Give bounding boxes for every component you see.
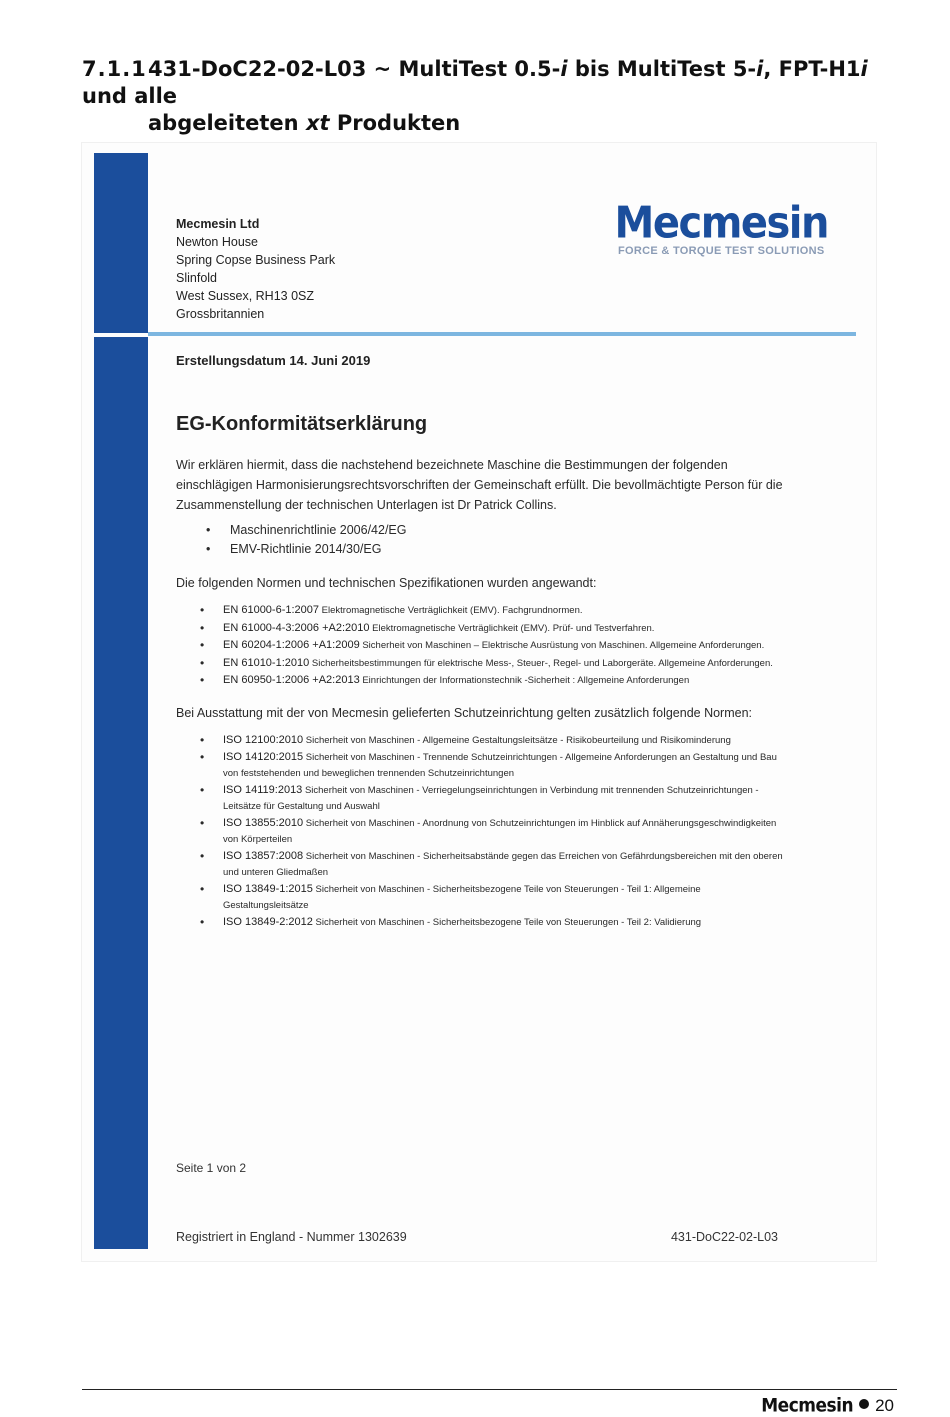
list-item [176, 733, 783, 749]
intro-paragraph: Wir erklären hiermit, dass die nachstehend bezeichnete Maschine die Bestimmungen der folgenden einschlägigen Harmonisierungsrechtsvorschriften der Gemeinschaft erfüllt. Die bevollmächtigte Person für die Zusammenstellung der technischen Unterlagen ist Dr Patrick Collins. [176, 458, 783, 512]
list-item [176, 673, 783, 689]
mecmesin-logo [614, 197, 828, 257]
company-address [176, 215, 335, 323]
address-line: Slinfold [176, 271, 217, 285]
norms-intro: Die folgenden Normen und technischen Spezifikationen wurden angewandt: [176, 576, 597, 590]
norm-code: ISO 13857:2008 [223, 850, 304, 862]
norm-text: Sicherheit von Maschinen - Trennende Schutzeinrichtungen - Allgemeine Anforderungen an Gestaltung und Bau von feststehenden und beweglichen trennenden Schutzeinrichtungen [223, 752, 777, 779]
heading-text: abgeleiteten [148, 111, 306, 135]
norm-code: EN 61000-6-1:2007 [223, 604, 320, 616]
address-line: Grossbritannien [176, 307, 265, 321]
heading-text: 431-DoC22-02-L03 ~ MultiTest 0.5- [148, 57, 561, 81]
blue-sidebar-bottom [94, 337, 148, 1249]
norm-text: Sicherheit von Maschinen - Anordnung von Schutzeinrichtungen im Hinblick auf Annäherungsgeschwindigkeiten von Körperteilen [223, 818, 777, 845]
norm-text: Elektromagnetische Verträglichkeit (EMV). Fachgrundnormen. [321, 605, 583, 616]
page-of-indicator: Seite 1 von 2 [176, 1161, 247, 1175]
norm-code: ISO 14120:2015 [223, 751, 304, 763]
list-item [176, 656, 783, 672]
norm-text: Sicherheit von Maschinen - Sicherheitsabstände gegen das Erreichen von Gefährdungsbereichen mit den oberen und unteren Gliedmaßen [223, 851, 783, 878]
norm-text: Sicherheit von Maschinen - Allgemeine Gestaltungsleitsätze - Risikobeurteilung und Risikominderung [305, 734, 731, 746]
heading-italic: i [560, 57, 568, 81]
address-line: Newton House [176, 235, 258, 249]
logo-tagline: FORCE & TORQUE TEST SOLUTIONS [618, 245, 825, 257]
guard-norms-intro: Bei Ausstattung mit der von Mecmesin gelieferten Schutzeinrichtung gelten zusätzlich folgende Normen: [176, 705, 753, 720]
address-line: West Sussex, RH13 0SZ [176, 289, 315, 303]
norm-code: EN 61000-4-3:2006 +A2:2010 [223, 621, 370, 634]
list-item [176, 750, 783, 781]
heading-text: und alle [82, 84, 178, 108]
norm-code: ISO 13849-1:2015 [223, 883, 313, 895]
guard-norms-list [176, 733, 786, 931]
header-divider [148, 332, 856, 336]
list-item [176, 783, 783, 814]
bullet-dot-icon [859, 1399, 869, 1409]
heading-text: Produkten [329, 111, 461, 135]
scanned-certificate [82, 143, 876, 1261]
document-title: EG-Konformitätserklärung [176, 413, 428, 435]
list-item [176, 915, 783, 931]
norm-text: Einrichtungen der Informationstechnik -Sicherheit : Allgemeine Anforderungen [362, 675, 690, 686]
list-item: • Maschinenrichtlinie 2006/42/EG [176, 521, 786, 540]
registration-number: Registriert in England - Nummer 1302639 [176, 1230, 407, 1244]
norm-code: ISO 13849-2:2012 [223, 916, 313, 928]
norm-code: EN 61010-1:2010 [223, 656, 310, 669]
norm-text: Sicherheit von Maschinen - Sicherheitsbezogene Teile von Steuerungen - Teil 2: Validierung [315, 917, 702, 928]
blue-sidebar-top [94, 153, 148, 333]
heading-italic: i [756, 57, 764, 81]
footer-rule [82, 1389, 897, 1390]
heading-text: , FPT-H1 [763, 57, 861, 81]
list-item [176, 603, 783, 619]
norm-text: Sicherheit von Maschinen - Sicherheitsbezogene Teile von Steuerungen - Teil 1: Allgemeine Gestaltungsleitsätze [223, 884, 701, 911]
norm-text: Sicherheit von Maschinen - Verriegelungseinrichtungen in Verbindung mit trennenden Schutzeinrichtungen - Leitsätze für Gestaltung und Auswahl [223, 785, 759, 812]
logo-wordmark: Mecmesin [614, 197, 828, 249]
norm-code: EN 60950-1:2006 +A2:2013 [223, 674, 360, 686]
address-line: Spring Copse Business Park [176, 253, 336, 267]
norm-text: Sicherheit von Maschinen – Elektrische Ausrüstung von Maschinen. Allgemeine Anforderungen. [362, 640, 765, 651]
norm-text: Elektromagnetische Verträglichkeit (EMV). Prüf- und Testverfahren. [372, 622, 655, 634]
company-name: Mecmesin Ltd [176, 217, 260, 231]
norm-text: Sicherheitsbestimmungen für elektrische Mess-, Steuer-, Regel- und Laborgeräte. Allgemeine Anforderungen. [311, 657, 773, 669]
document-reference: 431-DoC22-02-L03 [670, 1230, 778, 1244]
list-item: • EMV-Richtlinie 2014/30/EG [176, 540, 786, 559]
norms-list [176, 603, 786, 689]
list-item [176, 849, 783, 880]
section-heading [82, 56, 912, 137]
heading-italic: i [860, 57, 868, 81]
norm-code: ISO 13855:2010 [223, 817, 304, 829]
document-body [176, 455, 786, 933]
creation-date: Erstellungsdatum 14. Juni 2019 [176, 353, 371, 368]
page-number: 20 [875, 1396, 894, 1415]
heading-italic: xt [305, 111, 330, 135]
list-item [176, 882, 783, 913]
norm-code: EN 60204-1:2006 +A1:2009 [223, 639, 360, 651]
page-footer [761, 1396, 894, 1416]
directive-list [176, 521, 786, 559]
norm-code: ISO 14119:2013 [223, 784, 303, 796]
list-item [176, 816, 783, 847]
section-number: 7.1.1 [82, 57, 147, 81]
heading-text: bis MultiTest 5- [567, 57, 757, 81]
list-item [176, 638, 783, 654]
norm-code: ISO 12100:2010 [223, 733, 304, 746]
list-item [176, 621, 783, 637]
footer-brand: Mecmesin [761, 1395, 854, 1417]
